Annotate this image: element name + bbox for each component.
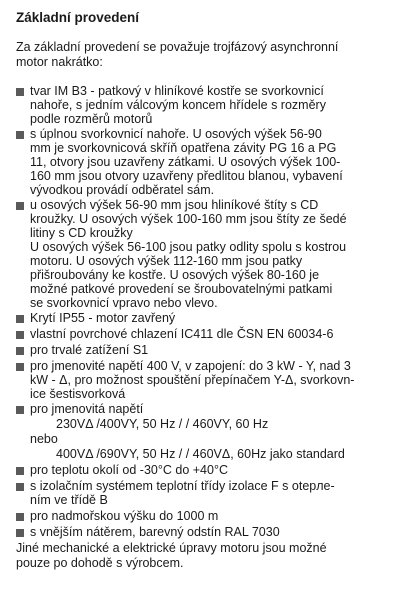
- list-item-line: u osových výšek 56-90 mm jsou hliníkové štíty s CD: [30, 198, 319, 212]
- list-item-line: vývodkou provádí odběratel sám.: [30, 183, 215, 197]
- bullet-square-icon: [16, 88, 24, 96]
- list-item-line: s vnějším nátěrem, barevný odstín RAL 7030: [30, 525, 280, 539]
- list-item-line: s izolačním systémem teplotní třídy izolace F s otepле-: [30, 479, 335, 493]
- list-item-line: 11, otvory jsou uzavřeny zátkami. U osových výšek 100-: [30, 155, 341, 169]
- section-heading: Základní provedení: [16, 10, 140, 25]
- bullet-square-icon: [16, 406, 24, 414]
- list-item-line: pro trvalé zatížení S1: [30, 343, 149, 357]
- list-item-line: nebo: [30, 432, 58, 446]
- list-item-line: U osových výšek 56-100 jsou patky odlity spolu s kostrou: [30, 240, 347, 254]
- list-item-line: ice šestisvorková: [30, 387, 126, 401]
- list-item-line: pro jmenovité napětí 400 V, v zapojení: do 3 kW - Y, nad 3: [30, 359, 351, 373]
- list-item-line: Krytí IP55 - motor zavřený: [30, 311, 176, 325]
- bullet-square-icon: [16, 513, 24, 521]
- list-item-line: kW - Δ, pro možnost spouštění přepínačem Y-Δ, svorkovn-: [30, 373, 355, 387]
- bullet-square-icon: [16, 202, 24, 210]
- intro-line: motor nakrátko:: [16, 55, 103, 69]
- list-item-line: přišroubovány ke kostře. U osových výšek 80-160 je: [30, 268, 320, 282]
- list-item-line: motoru. U osových výšek 112-160 mm jsou patky: [30, 254, 303, 268]
- bullet-square-icon: [16, 483, 24, 491]
- bullet-square-icon: [16, 529, 24, 537]
- list-item-line: kroužky. U osových výšek 100-160 mm jsou štíty ze šedé: [30, 212, 347, 226]
- list-item-line: ním ve třídě B: [30, 493, 108, 507]
- list-item-line: vlastní povrchové chlazení IC411 dle ČSN EN 60034-6: [30, 327, 334, 341]
- list-item-line: podle rozměrů motorů: [30, 112, 153, 126]
- bullet-square-icon: [16, 315, 24, 323]
- intro-line: Za základní provedení se považuje trojfázový asynchronní: [16, 40, 339, 54]
- list-item-line: mm je svorkovnicová skříň opatřena závity PG 16 a PG: [30, 141, 337, 155]
- bullet-square-icon: [16, 331, 24, 339]
- list-item-line: možné patkové provedení se šroubovatelnými patkami: [30, 282, 333, 296]
- list-item-line: nahoře, s jedním válcovým koncem hřídele s rozměry: [30, 98, 326, 112]
- bullet-square-icon: [16, 363, 24, 371]
- list-item-line: pro jmenovitá napětí: [30, 402, 144, 416]
- list-item-line: 400VΔ /690VY, 50 Hz / / 460VΔ, 60Hz jako standard: [56, 447, 345, 461]
- list-item-line: 160 mm jsou otvory uzavřeny předlitou blanou, vybavení: [30, 169, 343, 183]
- bullet-square-icon: [16, 467, 24, 475]
- bullet-square-icon: [16, 347, 24, 355]
- list-item-line: litiny s CD kroužky: [30, 226, 133, 240]
- list-item-line: 230VΔ /400VY, 50 Hz / / 460VY, 60 Hz: [56, 417, 269, 431]
- outro-line: pouze po dohodě s výrobcem.: [16, 556, 184, 570]
- list-item-line: pro teplotu okolí od -30°C do +40°C: [30, 463, 228, 477]
- list-item-line: pro nadmořskou výšku do 1000 m: [30, 509, 219, 523]
- list-item-line: se svorkovnicí vpravo nebo vlevo.: [30, 296, 218, 310]
- bullet-square-icon: [16, 131, 24, 139]
- outro-line: Jiné mechanické a elektrické úpravy motoru jsou možné: [16, 541, 327, 555]
- list-item-line: tvar IM B3 - patkový v hliníkové kostře se svorkovnicí: [30, 84, 324, 98]
- list-item-line: s úplnou svorkovnicí nahoře. U osových výšek 56-90: [30, 127, 322, 141]
